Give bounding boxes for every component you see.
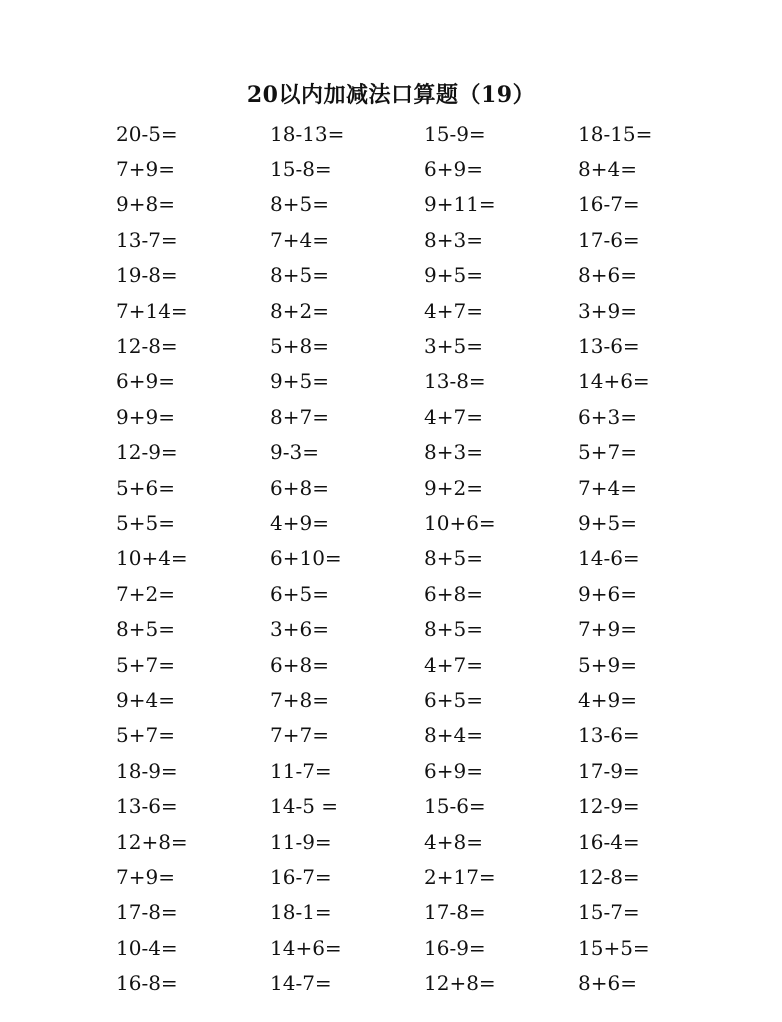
problem-cell: 6+8= xyxy=(270,475,329,500)
problem-row xyxy=(116,187,736,222)
problem-cell: 16-8= xyxy=(116,971,178,996)
problem-cell: 9+5= xyxy=(578,510,637,535)
problem-cell: 4+9= xyxy=(270,510,329,535)
problem-cell: 12+8= xyxy=(116,829,188,854)
problem-cell: 4+7= xyxy=(424,652,483,677)
problem-cell: 15-9= xyxy=(424,121,486,146)
problem-cell: 20-5= xyxy=(116,121,178,146)
problem-cell: 13-6= xyxy=(578,723,640,748)
problem-row xyxy=(116,541,736,576)
problem-cell: 12+8= xyxy=(424,971,496,996)
problem-cell: 15+5= xyxy=(578,935,650,960)
problem-cell: 7+2= xyxy=(116,581,175,606)
problem-cell: 17-8= xyxy=(116,900,178,925)
problem-cell: 3+9= xyxy=(578,298,637,323)
problem-cell: 11-9= xyxy=(270,829,332,854)
problem-cell: 3+5= xyxy=(424,334,483,359)
problem-row xyxy=(116,682,736,717)
problem-cell: 13-8= xyxy=(424,369,486,394)
problem-cell: 7+8= xyxy=(270,687,329,712)
problem-cell: 5+8= xyxy=(270,334,329,359)
problem-cell: 9+5= xyxy=(270,369,329,394)
problem-cell: 10+6= xyxy=(424,510,496,535)
problem-cell: 6+3= xyxy=(578,404,637,429)
problem-row xyxy=(116,611,736,646)
problem-cell: 14-5 = xyxy=(270,794,339,819)
problem-row xyxy=(116,470,736,505)
problem-cell: 8+3= xyxy=(424,227,483,252)
problem-cell: 17-8= xyxy=(424,900,486,925)
problem-cell: 8+3= xyxy=(424,440,483,465)
problem-cell: 12-9= xyxy=(116,440,178,465)
problem-cell: 5+6= xyxy=(116,475,175,500)
problem-cell: 15-8= xyxy=(270,157,332,182)
problem-cell: 5+5= xyxy=(116,510,175,535)
problem-row xyxy=(116,399,736,434)
problem-cell: 10+4= xyxy=(116,546,188,571)
problem-cell: 8+5= xyxy=(424,546,483,571)
problem-cell: 5+7= xyxy=(116,723,175,748)
problem-cell: 5+7= xyxy=(116,652,175,677)
problem-cell: 15-7= xyxy=(578,900,640,925)
problem-cell: 13-6= xyxy=(578,334,640,359)
problem-row xyxy=(116,505,736,540)
problem-cell: 6+9= xyxy=(116,369,175,394)
problem-cell: 9-3= xyxy=(270,440,319,465)
problem-cell: 8+5= xyxy=(270,192,329,217)
problem-cell: 9+5= xyxy=(424,263,483,288)
problem-cell: 6+5= xyxy=(270,581,329,606)
problem-cell: 12-9= xyxy=(578,794,640,819)
problem-row xyxy=(116,718,736,753)
problem-cell: 7+4= xyxy=(578,475,637,500)
problem-cell: 18-13= xyxy=(270,121,345,146)
problem-cell: 19-8= xyxy=(116,263,178,288)
problem-row xyxy=(116,576,736,611)
problem-row xyxy=(116,647,736,682)
problem-cell: 7+9= xyxy=(116,864,175,889)
problem-cell: 7+4= xyxy=(270,227,329,252)
problem-cell: 6+8= xyxy=(424,581,483,606)
problem-cell: 8+6= xyxy=(578,263,637,288)
problem-row xyxy=(116,293,736,328)
problem-cell: 18-1= xyxy=(270,900,332,925)
problem-row xyxy=(116,258,736,293)
problem-cell: 7+14= xyxy=(116,298,188,323)
problem-row xyxy=(116,222,736,257)
problem-cell: 10-4= xyxy=(116,935,178,960)
problem-row xyxy=(116,859,736,894)
problem-cell: 8+7= xyxy=(270,404,329,429)
problem-row xyxy=(116,753,736,788)
problem-cell: 9+4= xyxy=(116,687,175,712)
problem-row xyxy=(116,930,736,965)
problem-cell: 16-7= xyxy=(578,192,640,217)
problem-cell: 16-7= xyxy=(270,864,332,889)
problem-row xyxy=(116,151,736,186)
problem-cell: 5+9= xyxy=(578,652,637,677)
problem-row xyxy=(116,788,736,823)
problem-cell: 14-7= xyxy=(270,971,332,996)
problem-cell: 9+8= xyxy=(116,192,175,217)
problem-cell: 9+6= xyxy=(578,581,637,606)
problem-row xyxy=(116,364,736,399)
problem-cell: 15-6= xyxy=(424,794,486,819)
problem-cell: 13-6= xyxy=(116,794,178,819)
page-title: 20以内加减法口算题（19） xyxy=(246,82,536,108)
problem-row xyxy=(116,824,736,859)
problem-cell: 6+5= xyxy=(424,687,483,712)
problem-cell: 8+5= xyxy=(424,617,483,642)
problem-row xyxy=(116,435,736,470)
problem-cell: 5+7= xyxy=(578,440,637,465)
problem-cell: 4+7= xyxy=(424,298,483,323)
problem-cell: 12-8= xyxy=(578,864,640,889)
problem-cell: 4+8= xyxy=(424,829,483,854)
problem-cell: 6+9= xyxy=(424,157,483,182)
problem-cell: 4+9= xyxy=(578,687,637,712)
problem-cell: 8+5= xyxy=(116,617,175,642)
problem-cell: 14+6= xyxy=(270,935,342,960)
problem-row xyxy=(116,116,736,151)
problem-cell: 6+8= xyxy=(270,652,329,677)
problem-cell: 18-9= xyxy=(116,758,178,783)
problem-grid xyxy=(116,116,736,1001)
problem-cell: 7+7= xyxy=(270,723,329,748)
problem-cell: 8+4= xyxy=(424,723,483,748)
problem-cell: 9+9= xyxy=(116,404,175,429)
problem-cell: 13-7= xyxy=(116,227,178,252)
problem-cell: 8+5= xyxy=(270,263,329,288)
problem-cell: 9+2= xyxy=(424,475,483,500)
problem-cell: 17-9= xyxy=(578,758,640,783)
problem-cell: 16-4= xyxy=(578,829,640,854)
problem-cell: 4+7= xyxy=(424,404,483,429)
problem-row xyxy=(116,895,736,930)
problem-cell: 12-8= xyxy=(116,334,178,359)
problem-cell: 7+9= xyxy=(578,617,637,642)
problem-cell: 14-6= xyxy=(578,546,640,571)
problem-cell: 8+2= xyxy=(270,298,329,323)
problem-cell: 2+17= xyxy=(424,864,496,889)
problem-cell: 14+6= xyxy=(578,369,650,394)
problem-cell: 6+9= xyxy=(424,758,483,783)
problem-row xyxy=(116,965,736,1000)
problem-cell: 6+10= xyxy=(270,546,342,571)
problem-cell: 11-7= xyxy=(270,758,332,783)
problem-cell: 17-6= xyxy=(578,227,640,252)
problem-row xyxy=(116,328,736,363)
problem-cell: 3+6= xyxy=(270,617,329,642)
problem-cell: 8+6= xyxy=(578,971,637,996)
problem-cell: 18-15= xyxy=(578,121,653,146)
problem-cell: 9+11= xyxy=(424,192,496,217)
problem-cell: 7+9= xyxy=(116,157,175,182)
problem-cell: 16-9= xyxy=(424,935,486,960)
problem-cell: 8+4= xyxy=(578,157,637,182)
